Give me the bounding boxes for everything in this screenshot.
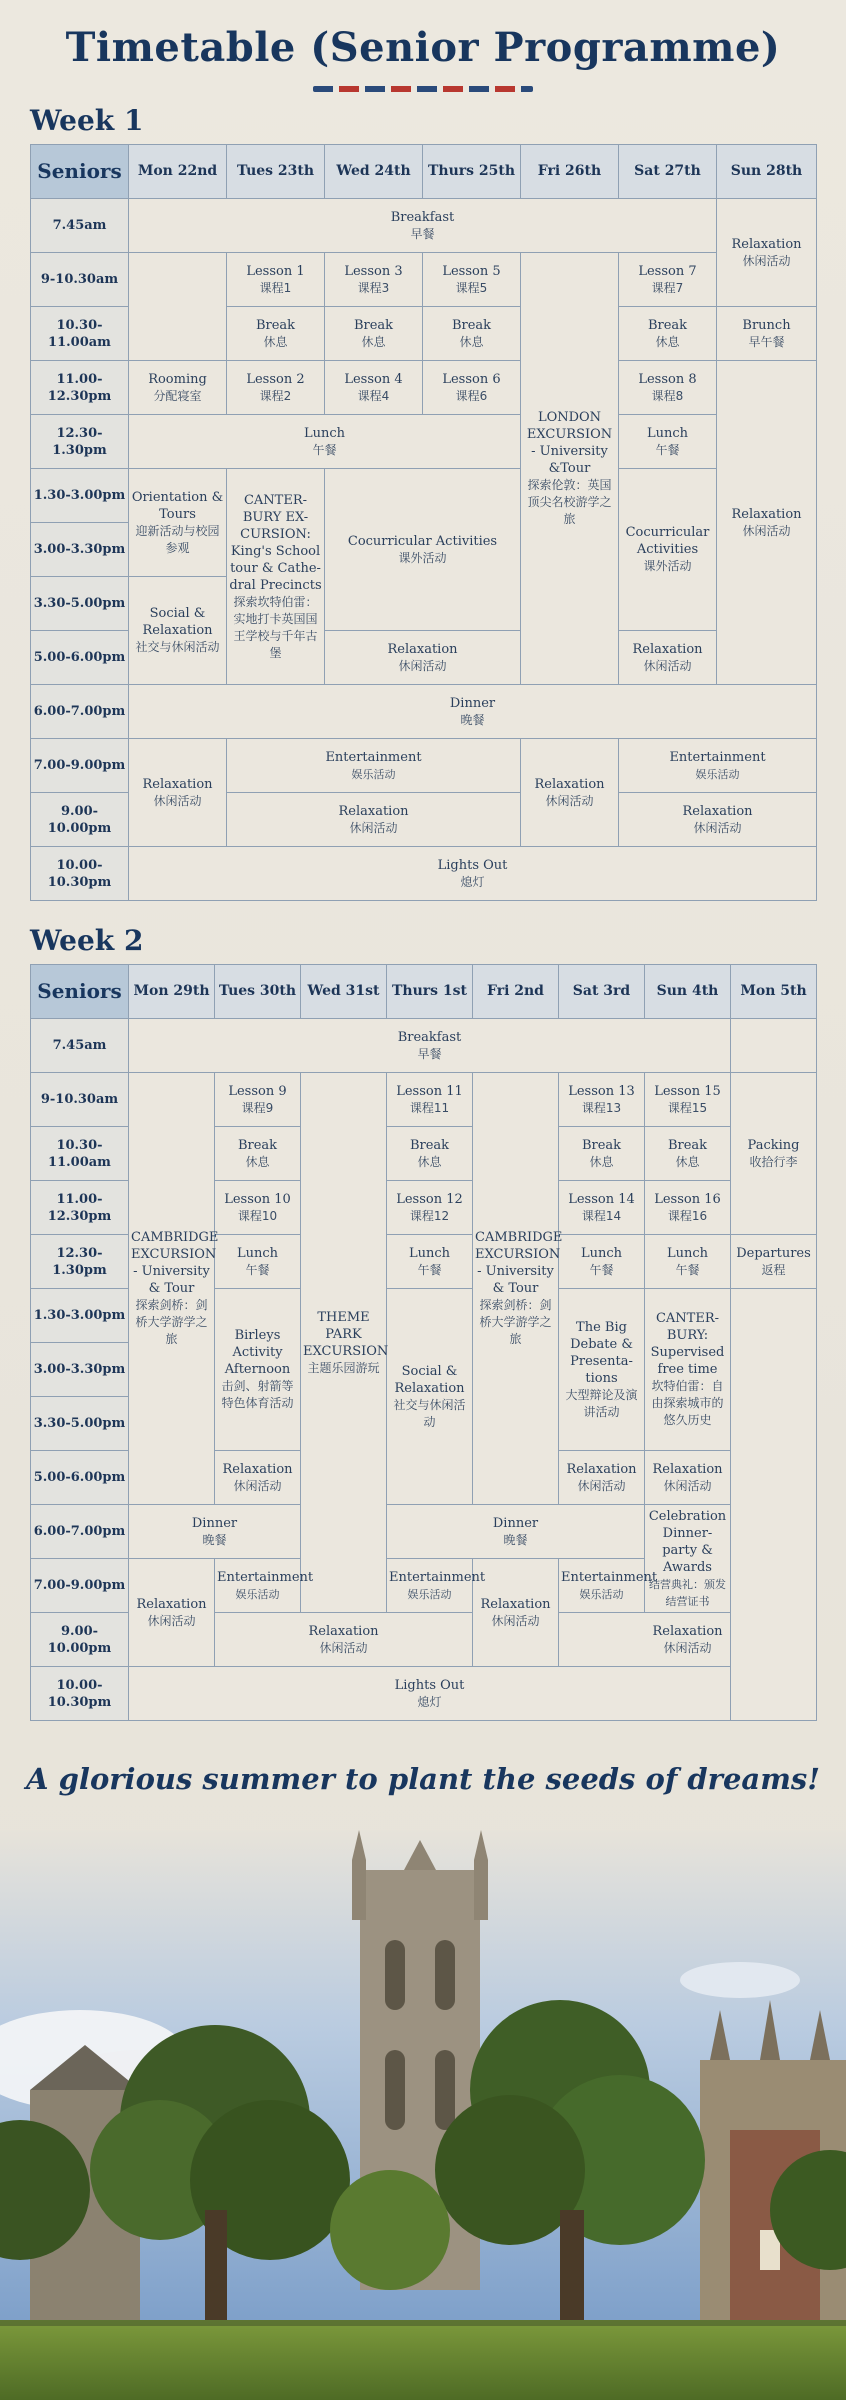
day-header: Mon 22nd xyxy=(129,145,227,199)
relaxation-cell: Relaxation 休闲活动 xyxy=(129,739,227,847)
day-header: Wed 24th xyxy=(325,145,423,199)
relaxation-cell: Relaxation 休闲活动 xyxy=(227,793,521,847)
week-2-timetable xyxy=(30,964,817,1721)
break-cell: Break 休息 xyxy=(227,307,325,361)
lunch-cell: Lunch 午餐 xyxy=(619,415,717,469)
day-header: Sat 3rd xyxy=(559,965,645,1019)
breakfast-cell: Breakfast 早餐 xyxy=(129,199,717,253)
lesson-cell: Lesson 11 课程11 xyxy=(387,1073,473,1127)
tagline: A glorious summer to plant the seeds of dreams! xyxy=(26,1762,820,1796)
week-1-timetable xyxy=(30,144,817,901)
cocurricular-cell: Cocurricular Activities 课外活动 xyxy=(619,469,717,631)
day-header: Wed 31st xyxy=(301,965,387,1019)
social-relaxation-cell: Social & Relaxation 社交与休闲活动 xyxy=(387,1289,473,1505)
rooming-cell: Rooming 分配寝室 xyxy=(129,361,227,415)
break-cell: Break 休息 xyxy=(423,307,521,361)
brunch-cell: Brunch 早午餐 xyxy=(717,307,817,361)
day-header: Sun 4th xyxy=(645,965,731,1019)
break-cell: Break 休息 xyxy=(215,1127,301,1181)
dinner-cell: Dinner 晚餐 xyxy=(129,1505,301,1559)
social-relaxation-cell: Social & Relaxation 社交与休闲活动 xyxy=(129,577,227,685)
lunch-cell: Lunch 午餐 xyxy=(559,1235,645,1289)
celebration-cell: Celebration Dinner-party & Awards 结营典礼：颁发结营证书 xyxy=(645,1505,731,1613)
lesson-cell: Lesson 15 课程15 xyxy=(645,1073,731,1127)
lesson-cell: Lesson 13 课程13 xyxy=(559,1073,645,1127)
relaxation-cell: Relaxation 休闲活动 xyxy=(645,1451,731,1505)
entertainment-cell: Entertainment 娱乐活动 xyxy=(619,739,817,793)
entertainment-cell: Entertainment 娱乐活动 xyxy=(215,1559,301,1613)
week-1-header-row xyxy=(31,145,817,199)
page-title: Timetable (Senior Programme) xyxy=(65,24,781,71)
lights-out-cell: Lights Out 熄灯 xyxy=(129,847,817,901)
time-slot: 5.00-6.00pm xyxy=(31,1451,129,1505)
departures-cell: Departures 返程 xyxy=(731,1235,817,1289)
week-2-header-row xyxy=(31,965,817,1019)
time-slot: 10.30-11.00am xyxy=(31,307,129,361)
time-slot: 10.00-10.30pm xyxy=(31,1667,129,1721)
orientation-cell: Orientation & Tours 迎新活动与校园参观 xyxy=(129,469,227,577)
packing-cell: Packing 收拾行李 xyxy=(731,1073,817,1235)
time-slot: 10.00-10.30pm xyxy=(31,847,129,901)
time-slot: 6.00-7.00pm xyxy=(31,1505,129,1559)
day-header: Thurs 1st xyxy=(387,965,473,1019)
relaxation-cell: Relaxation 休闲活动 xyxy=(619,793,817,847)
day-header: Tues 30th xyxy=(215,965,301,1019)
break-cell: Break 休息 xyxy=(645,1127,731,1181)
time-slot: 3.30-5.00pm xyxy=(31,1397,129,1451)
relaxation-cell: Relaxation 休闲活动 xyxy=(473,1559,559,1667)
day-header: Tues 23th xyxy=(227,145,325,199)
seniors-corner: Seniors xyxy=(31,965,129,1019)
time-slot: 10.30-11.00am xyxy=(31,1127,129,1181)
lesson-cell: Lesson 3 课程3 xyxy=(325,253,423,307)
time-slot: 11.00-12.30pm xyxy=(31,361,129,415)
time-slot: 1.30-3.00pm xyxy=(31,469,129,523)
lesson-cell: Lesson 14 课程14 xyxy=(559,1181,645,1235)
break-cell: Break 休息 xyxy=(325,307,423,361)
lunch-cell: Lunch 午餐 xyxy=(645,1235,731,1289)
day-header: Fri 26th xyxy=(521,145,619,199)
lesson-cell: Lesson 7 课程7 xyxy=(619,253,717,307)
entertainment-cell: Entertainment 娱乐活动 xyxy=(559,1559,645,1613)
relaxation-cell: Relaxation 休闲活动 xyxy=(325,631,521,685)
lesson-cell: Lesson 8 课程8 xyxy=(619,361,717,415)
break-cell: Break 休息 xyxy=(559,1127,645,1181)
time-slot: 5.00-6.00pm xyxy=(31,631,129,685)
time-slot: 7.45am xyxy=(31,199,129,253)
break-cell: Break 休息 xyxy=(619,307,717,361)
birleys-activity-cell: Birleys Activity Afternoon 击剑、射箭等特色体育活动 xyxy=(215,1289,301,1451)
theme-park-cell: THEME PARK EXCURSION 主题乐园游玩 xyxy=(301,1073,387,1613)
relaxation-cell: Relaxation 休闲活动 xyxy=(215,1451,301,1505)
lesson-cell: Lesson 9 课程9 xyxy=(215,1073,301,1127)
canterbury-free-time-cell: CANTER-BURY: Supervised free time 坎特伯雷：自由探索城市的悠久历史 xyxy=(645,1289,731,1451)
lesson-cell: Lesson 5 课程5 xyxy=(423,253,521,307)
week-1-heading: Week 1 xyxy=(30,104,144,137)
day-header: Thurs 25th xyxy=(423,145,521,199)
canterbury-excursion-cell: CANTER-BURY EX-CURSION: King's School tour & Cathe-dral Precincts 探索坎特伯雷：实地打卡英国国王学校与千年古堡 xyxy=(227,469,325,685)
lesson-cell: Lesson 12 课程12 xyxy=(387,1181,473,1235)
relaxation-cell: Relaxation 休闲活动 xyxy=(619,631,717,685)
cambridge-excursion-cell: CAMBRIDGE EXCURSION - University & Tour 探索剑桥：剑桥大学游学之旅 xyxy=(129,1073,215,1505)
time-slot: 9.00-10.00pm xyxy=(31,793,129,847)
relaxation-cell: Relaxation 休闲活动 xyxy=(559,1613,817,1667)
lights-out-cell: Lights Out 熄灯 xyxy=(129,1667,731,1721)
entertainment-cell: Entertainment 娱乐活动 xyxy=(227,739,521,793)
lunch-cell: Lunch 午餐 xyxy=(387,1235,473,1289)
time-slot: 7.45am xyxy=(31,1019,129,1073)
relaxation-cell: Relaxation 休闲活动 xyxy=(129,1559,215,1667)
cocurricular-cell: Cocurricular Activities 课外活动 xyxy=(325,469,521,631)
relaxation-cell: Relaxation 休闲活动 xyxy=(717,199,817,307)
dinner-cell: Dinner 晚餐 xyxy=(387,1505,645,1559)
empty-cell xyxy=(129,253,227,361)
lesson-cell: Lesson 4 课程4 xyxy=(325,361,423,415)
time-slot: 7.00-9.00pm xyxy=(31,739,129,793)
dinner-cell: Dinner 晚餐 xyxy=(129,685,817,739)
lesson-cell: Lesson 2 课程2 xyxy=(227,361,325,415)
time-slot: 12.30-1.30pm xyxy=(31,1235,129,1289)
lesson-cell: Lesson 10 课程10 xyxy=(215,1181,301,1235)
lesson-cell: Lesson 6 课程6 xyxy=(423,361,521,415)
time-slot: 9.00-10.00pm xyxy=(31,1613,129,1667)
day-header: Fri 2nd xyxy=(473,965,559,1019)
break-cell: Break 休息 xyxy=(387,1127,473,1181)
lunch-cell: Lunch 午餐 xyxy=(129,415,521,469)
time-slot: 9-10.30am xyxy=(31,1073,129,1127)
time-slot: 7.00-9.00pm xyxy=(31,1559,129,1613)
lunch-cell: Lunch 午餐 xyxy=(215,1235,301,1289)
time-slot: 3.00-3.30pm xyxy=(31,1343,129,1397)
cathedral-landscape-illustration xyxy=(0,1830,846,2400)
day-header: Mon 5th xyxy=(731,965,817,1019)
day-header: Sun 28th xyxy=(717,145,817,199)
relaxation-cell: Relaxation 休闲活动 xyxy=(559,1451,645,1505)
relaxation-cell: Relaxation 休闲活动 xyxy=(717,361,817,685)
lesson-cell: Lesson 1 课程1 xyxy=(227,253,325,307)
airmail-stripe-divider xyxy=(313,86,533,92)
time-slot: 3.00-3.30pm xyxy=(31,523,129,577)
breakfast-cell: Breakfast 早餐 xyxy=(129,1019,731,1073)
relaxation-cell: Relaxation 休闲活动 xyxy=(521,739,619,847)
time-slot: 9-10.30am xyxy=(31,253,129,307)
debate-cell: The Big Debate & Presenta-tions 大型辩论及演讲活动 xyxy=(559,1289,645,1451)
time-slot: 11.00-12.30pm xyxy=(31,1181,129,1235)
time-slot: 6.00-7.00pm xyxy=(31,685,129,739)
london-excursion-cell: LONDON EXCURSION - University &Tour 探索伦敦：英国顶尖名校游学之旅 xyxy=(521,253,619,685)
time-slot: 1.30-3.00pm xyxy=(31,1289,129,1343)
time-slot: 12.30-1.30pm xyxy=(31,415,129,469)
entertainment-cell: Entertainment 娱乐活动 xyxy=(387,1559,473,1613)
time-slot: 3.30-5.00pm xyxy=(31,577,129,631)
cambridge-excursion-cell: CAMBRIDGE EXCURSION - University & Tour 探索剑桥：剑桥大学游学之旅 xyxy=(473,1073,559,1505)
day-header: Sat 27th xyxy=(619,145,717,199)
week-2-heading: Week 2 xyxy=(30,924,144,957)
lesson-cell: Lesson 16 课程16 xyxy=(645,1181,731,1235)
day-header: Mon 29th xyxy=(129,965,215,1019)
empty-cell xyxy=(731,1019,817,1073)
relaxation-cell: Relaxation 休闲活动 xyxy=(215,1613,473,1667)
seniors-corner: Seniors xyxy=(31,145,129,199)
